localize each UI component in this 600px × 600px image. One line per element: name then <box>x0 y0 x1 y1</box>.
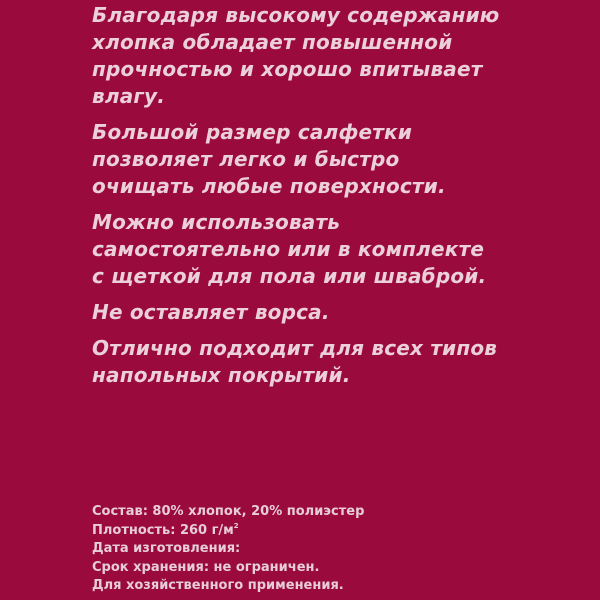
feature-line: очищать любые поверхности. <box>92 174 446 198</box>
feature-floor-types <box>92 335 592 389</box>
feature-lint-free <box>92 299 592 326</box>
feature-absorbency <box>92 2 592 110</box>
feature-line: напольных покрытий. <box>92 363 351 387</box>
product-specs <box>92 503 592 596</box>
spec-manufacture-date: Дата изготовления: <box>92 541 241 556</box>
feature-usage <box>92 209 592 290</box>
feature-line: самостоятельно или в комплекте <box>92 237 485 261</box>
feature-line: Можно использовать <box>92 210 341 234</box>
spec-usage: Для хозяйственного применения. <box>92 578 344 593</box>
feature-line: прочностью и хорошо впитывает <box>92 57 483 81</box>
feature-line: с щеткой для пола или шваброй. <box>92 264 487 288</box>
feature-line: хлопка обладает повышенной <box>92 30 453 54</box>
spec-composition: Состав: 80% хлопок, 20% полиэстер <box>92 504 365 519</box>
feature-line: позволяет легко и быстро <box>92 147 400 171</box>
feature-line: Не оставляет ворса. <box>92 300 330 324</box>
spec-shelf-life: Срок хранения: не ограничен. <box>92 559 320 575</box>
spec-density <box>92 522 592 541</box>
feature-list <box>92 2 592 398</box>
spec-density-text: Плотность: 260 г/м <box>92 522 234 538</box>
feature-line: Отлично подходит для всех типов <box>92 336 498 360</box>
feature-line: влагу. <box>92 84 166 108</box>
feature-line: Благодаря высокому содержанию <box>92 3 500 27</box>
spec-density-exponent: 2 <box>233 521 239 530</box>
feature-size <box>92 119 592 200</box>
feature-line: Большой размер салфетки <box>92 120 413 144</box>
